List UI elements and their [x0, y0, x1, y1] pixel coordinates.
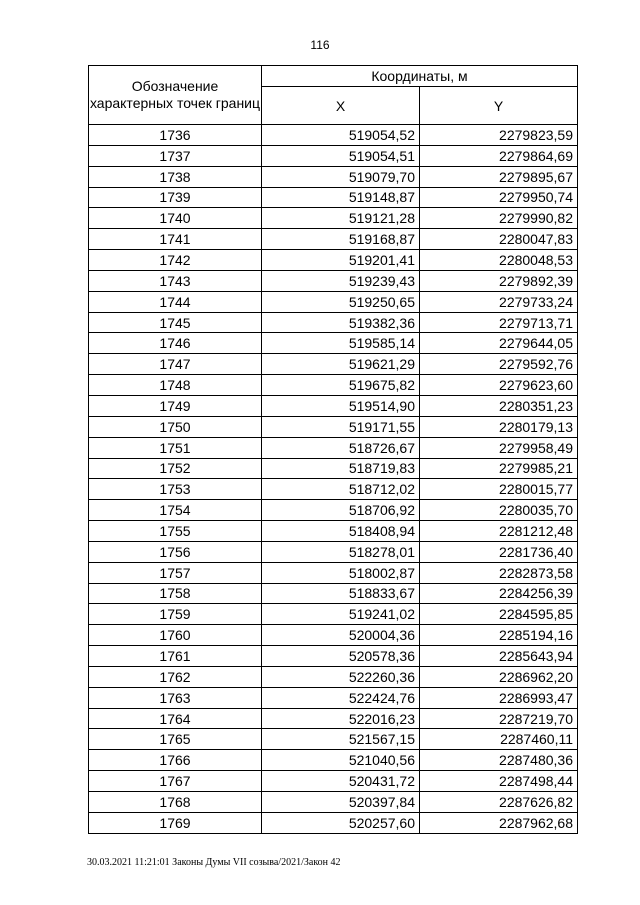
- table-row: [89, 416, 578, 437]
- table-row: [89, 604, 578, 625]
- cell-y: 2281736,40: [420, 541, 578, 562]
- cell-y: 2279644,05: [420, 333, 578, 354]
- cell-y: 2287962,68: [420, 812, 578, 833]
- table-row: [89, 229, 578, 250]
- cell-point: 1769: [89, 812, 262, 833]
- table-row: [89, 145, 578, 166]
- cell-y: 2280351,23: [420, 395, 578, 416]
- cell-point: 1744: [89, 291, 262, 312]
- cell-y: 2279823,59: [420, 125, 578, 146]
- cell-y: 2280035,70: [420, 500, 578, 521]
- cell-point: 1761: [89, 646, 262, 667]
- cell-x: 518726,67: [262, 437, 420, 458]
- cell-point: 1755: [89, 521, 262, 542]
- cell-point: 1740: [89, 208, 262, 229]
- table-row: [89, 208, 578, 229]
- cell-y: 2284256,39: [420, 583, 578, 604]
- table-row: [89, 500, 578, 521]
- table-row: [89, 708, 578, 729]
- table-row: [89, 312, 578, 333]
- cell-point: 1759: [89, 604, 262, 625]
- cell-point: 1752: [89, 458, 262, 479]
- cell-y: 2280047,83: [420, 229, 578, 250]
- cell-point: 1768: [89, 792, 262, 813]
- cell-x: 519148,87: [262, 187, 420, 208]
- cell-point: 1748: [89, 375, 262, 396]
- cell-y: 2287480,36: [420, 750, 578, 771]
- table-row: [89, 687, 578, 708]
- cell-y: 2286962,20: [420, 666, 578, 687]
- table-row: [89, 354, 578, 375]
- table-row: [89, 541, 578, 562]
- table-row: [89, 521, 578, 542]
- cell-point: 1736: [89, 125, 262, 146]
- table-row: [89, 771, 578, 792]
- cell-x: 518002,87: [262, 562, 420, 583]
- cell-point: 1753: [89, 479, 262, 500]
- page-number: 116: [310, 38, 330, 52]
- coordinates-table: [88, 65, 578, 834]
- cell-y: 2282873,58: [420, 562, 578, 583]
- cell-x: 518712,02: [262, 479, 420, 500]
- cell-point: 1746: [89, 333, 262, 354]
- cell-x: 518408,94: [262, 521, 420, 542]
- cell-point: 1747: [89, 354, 262, 375]
- cell-point: 1738: [89, 166, 262, 187]
- cell-x: 520257,60: [262, 812, 420, 833]
- cell-point: 1766: [89, 750, 262, 771]
- cell-y: 2279990,82: [420, 208, 578, 229]
- cell-x: 519201,41: [262, 250, 420, 271]
- footer-stamp: 30.03.2021 11:21:01 Законы Думы VII созыва/2021/Закон 42: [87, 857, 341, 868]
- cell-point: 1743: [89, 270, 262, 291]
- cell-x: 520431,72: [262, 771, 420, 792]
- header-y: Y: [420, 87, 578, 125]
- table-row: [89, 437, 578, 458]
- cell-x: 519241,02: [262, 604, 420, 625]
- cell-point: 1745: [89, 312, 262, 333]
- cell-point: 1750: [89, 416, 262, 437]
- cell-x: 519054,52: [262, 125, 420, 146]
- cell-y: 2287460,11: [420, 729, 578, 750]
- cell-x: 521567,15: [262, 729, 420, 750]
- table-header: [89, 66, 578, 125]
- table-row: [89, 583, 578, 604]
- cell-y: 2280015,77: [420, 479, 578, 500]
- cell-y: 2279950,74: [420, 187, 578, 208]
- cell-point: 1757: [89, 562, 262, 583]
- cell-point: 1756: [89, 541, 262, 562]
- cell-y: 2285194,16: [420, 625, 578, 646]
- cell-y: 2281212,48: [420, 521, 578, 542]
- table-body: [89, 125, 578, 834]
- cell-x: 519514,90: [262, 395, 420, 416]
- header-x: X: [262, 87, 420, 125]
- cell-point: 1764: [89, 708, 262, 729]
- cell-y: 2279958,49: [420, 437, 578, 458]
- table-row: [89, 250, 578, 271]
- cell-x: 518833,67: [262, 583, 420, 604]
- table-row: [89, 666, 578, 687]
- table-row: [89, 166, 578, 187]
- table-row: [89, 479, 578, 500]
- table-row: [89, 270, 578, 291]
- cell-x: 519121,28: [262, 208, 420, 229]
- cell-x: 518278,01: [262, 541, 420, 562]
- table-row: [89, 291, 578, 312]
- cell-x: 519585,14: [262, 333, 420, 354]
- cell-point: 1765: [89, 729, 262, 750]
- cell-x: 522424,76: [262, 687, 420, 708]
- cell-x: 519168,87: [262, 229, 420, 250]
- table-row: [89, 458, 578, 479]
- cell-x: 518706,92: [262, 500, 420, 521]
- cell-point: 1762: [89, 666, 262, 687]
- cell-point: 1741: [89, 229, 262, 250]
- cell-point: 1754: [89, 500, 262, 521]
- cell-y: 2279623,60: [420, 375, 578, 396]
- table-row: [89, 625, 578, 646]
- cell-x: 519171,55: [262, 416, 420, 437]
- cell-y: 2279864,69: [420, 145, 578, 166]
- cell-y: 2286993,47: [420, 687, 578, 708]
- cell-y: 2280048,53: [420, 250, 578, 271]
- table-row: [89, 395, 578, 416]
- table-row: [89, 333, 578, 354]
- table-row: [89, 812, 578, 833]
- cell-x: 519079,70: [262, 166, 420, 187]
- cell-point: 1767: [89, 771, 262, 792]
- cell-y: 2279592,76: [420, 354, 578, 375]
- cell-point: 1763: [89, 687, 262, 708]
- cell-y: 2279895,67: [420, 166, 578, 187]
- cell-y: 2285643,94: [420, 646, 578, 667]
- table-row: [89, 646, 578, 667]
- cell-point: 1739: [89, 187, 262, 208]
- cell-x: 519621,29: [262, 354, 420, 375]
- cell-x: 519054,51: [262, 145, 420, 166]
- cell-x: 519250,65: [262, 291, 420, 312]
- cell-y: 2279713,71: [420, 312, 578, 333]
- table-row: [89, 750, 578, 771]
- header-coordinates: Координаты, м: [262, 66, 578, 87]
- cell-x: 519675,82: [262, 375, 420, 396]
- cell-y: 2279985,21: [420, 458, 578, 479]
- cell-point: 1749: [89, 395, 262, 416]
- cell-point: 1737: [89, 145, 262, 166]
- cell-x: 519239,43: [262, 270, 420, 291]
- cell-x: 520397,84: [262, 792, 420, 813]
- table-row: [89, 375, 578, 396]
- cell-y: 2280179,13: [420, 416, 578, 437]
- cell-point: 1742: [89, 250, 262, 271]
- cell-y: 2284595,85: [420, 604, 578, 625]
- table-row: [89, 187, 578, 208]
- cell-x: 522016,23: [262, 708, 420, 729]
- table-row: [89, 729, 578, 750]
- table-row: [89, 125, 578, 146]
- table-row: [89, 562, 578, 583]
- cell-x: 522260,36: [262, 666, 420, 687]
- table-row: [89, 792, 578, 813]
- cell-x: 518719,83: [262, 458, 420, 479]
- cell-point: 1751: [89, 437, 262, 458]
- cell-point: 1758: [89, 583, 262, 604]
- cell-y: 2287219,70: [420, 708, 578, 729]
- cell-x: 520004,36: [262, 625, 420, 646]
- cell-x: 520578,36: [262, 646, 420, 667]
- cell-point: 1760: [89, 625, 262, 646]
- cell-y: 2287626,82: [420, 792, 578, 813]
- cell-y: 2279733,24: [420, 291, 578, 312]
- header-point-designation: Обозначение характерных точек границ: [89, 66, 262, 125]
- cell-y: 2287498,44: [420, 771, 578, 792]
- cell-x: 521040,56: [262, 750, 420, 771]
- cell-x: 519382,36: [262, 312, 420, 333]
- cell-y: 2279892,39: [420, 270, 578, 291]
